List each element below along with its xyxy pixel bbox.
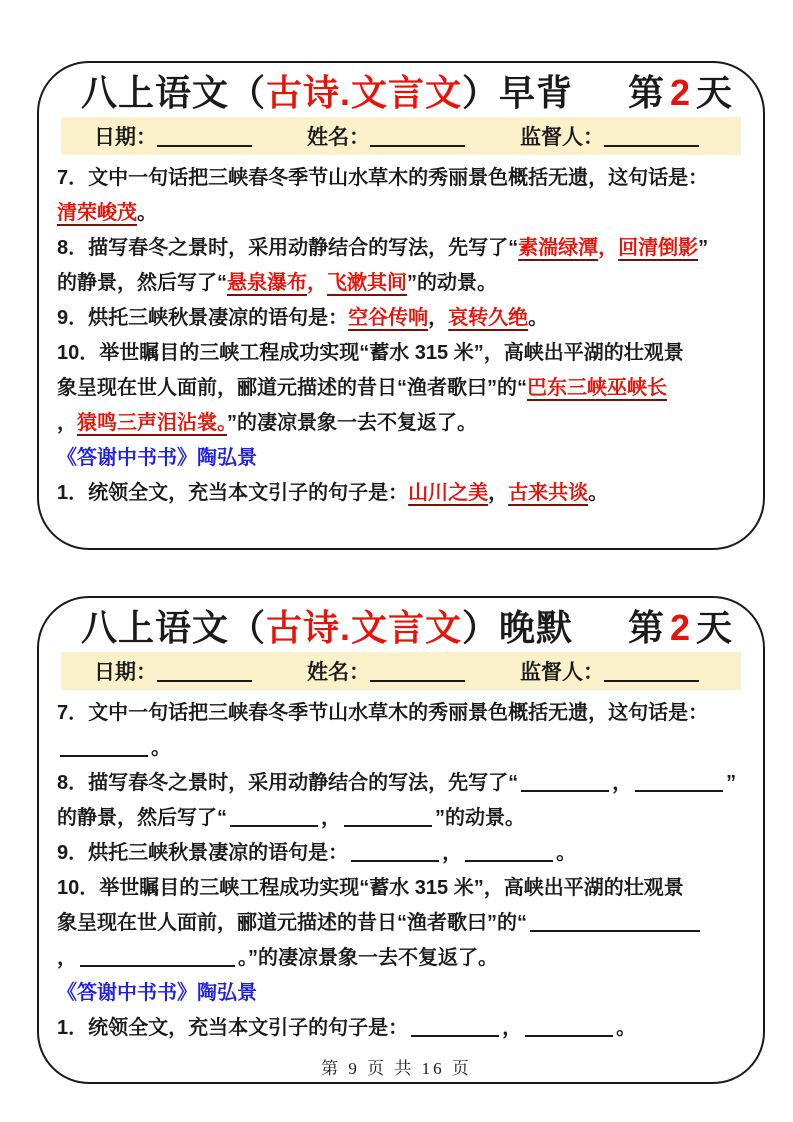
supervisor-label: 监督人： xyxy=(520,661,604,684)
question-text: 。 xyxy=(528,307,549,329)
name-field xyxy=(307,121,465,151)
question-text: ” xyxy=(726,772,737,794)
worksheet-card-morning xyxy=(37,61,765,550)
fill-in-blank xyxy=(521,774,609,792)
answer-text: 哀转久绝 xyxy=(448,307,529,329)
question-text: 8．描写春冬之景时，采用动静结合的写法，先写了“ xyxy=(57,772,519,794)
question-text: ， xyxy=(488,482,509,504)
supervisor-field xyxy=(520,121,699,151)
answer-text: 空谷传响 xyxy=(348,307,429,329)
question-text: 9．烘托三峡秋景凄凉的语句是： xyxy=(57,842,349,864)
day-label xyxy=(623,71,733,115)
text-line xyxy=(57,906,747,941)
date-field xyxy=(94,656,252,686)
question-text: ”的凄凉景象一去不复返了。 xyxy=(227,412,477,434)
question-list xyxy=(39,155,763,511)
card-title-text xyxy=(81,606,573,650)
question-text: ”的动景。 xyxy=(407,272,497,294)
text-line xyxy=(57,871,747,906)
date-field xyxy=(94,121,252,151)
answer-text: 回清倒影 xyxy=(618,237,699,259)
day-label xyxy=(623,606,733,650)
worksheet-card-evening xyxy=(37,596,765,1084)
title-highlight: 古诗.文言文 xyxy=(266,72,463,113)
text-line xyxy=(57,731,747,766)
question-text: 7．文中一句话把三峡春冬季节山水草木的秀丽景色概括无遗，这句话是： xyxy=(57,167,709,189)
question-text: 。”的凄凉景象一去不复返了。 xyxy=(238,947,498,969)
name-blank xyxy=(370,663,465,682)
text-line xyxy=(57,941,747,976)
page-number-footer: 第 9 页 共 16 页 xyxy=(321,1059,472,1078)
reference-title: 《答谢中书书》陶弘景 xyxy=(57,447,257,469)
text-line xyxy=(57,231,747,266)
answer-text: 猿鸣三声泪沾裳。 xyxy=(77,412,227,434)
question-text: ， xyxy=(612,772,633,794)
answer-text: 悬泉瀑布 xyxy=(227,272,307,294)
date-blank xyxy=(157,128,252,147)
fill-in-blank xyxy=(344,809,432,827)
supervisor-blank xyxy=(604,663,699,682)
question-text: 的静景，然后写了“ xyxy=(57,807,227,829)
answer-text: 古来共谈 xyxy=(508,482,589,504)
day-suffix: 天 xyxy=(695,72,733,113)
name-field xyxy=(307,656,465,686)
supervisor-field xyxy=(520,656,699,686)
text-line xyxy=(57,836,747,871)
question-text: ” xyxy=(698,237,709,259)
day-prefix: 第 xyxy=(627,607,665,648)
question-text: 7．文中一句话把三峡春冬季节山水草木的秀丽景色概括无遗，这句话是： xyxy=(57,702,709,724)
date-label: 日期： xyxy=(94,126,157,149)
text-line xyxy=(57,476,747,511)
name-label: 姓名： xyxy=(307,126,370,149)
question-text: ， xyxy=(57,947,77,969)
question-text: 10．举世瞩目的三峡工程成功实现“蓄水 315 米”，高峡出平湖的壮观景 xyxy=(57,342,684,364)
text-line xyxy=(57,801,747,836)
question-text: 象呈现在世人面前，郦道元描述的昔日“渔者歌曰”的“ xyxy=(57,377,527,399)
title-part1: 八上语文（ xyxy=(81,72,267,113)
date-label: 日期： xyxy=(94,661,157,684)
info-bar xyxy=(61,117,741,155)
question-text: ， xyxy=(321,807,341,829)
day-number: 2 xyxy=(669,607,691,648)
text-line xyxy=(57,1011,747,1046)
title-part2: ）晚默 xyxy=(462,607,574,648)
question-text: 1．统领全文，充当本文引子的句子是： xyxy=(57,482,409,504)
info-bar xyxy=(61,652,741,690)
answer-punctuation: ， xyxy=(598,237,619,259)
question-text: 象呈现在世人面前，郦道元描述的昔日“渔者歌曰”的“ xyxy=(57,912,527,934)
question-text: ， xyxy=(57,412,77,434)
fill-in-blank xyxy=(230,809,318,827)
question-text: 8．描写春冬之景时，采用动静结合的写法，先写了“ xyxy=(57,237,519,259)
reference-title: 《答谢中书书》陶弘景 xyxy=(57,982,257,1004)
question-text: 。 xyxy=(556,842,577,864)
question-text: 。 xyxy=(616,1017,637,1039)
question-list xyxy=(39,690,763,1046)
answer-text: 山川之美 xyxy=(408,482,489,504)
card-title-text xyxy=(81,71,573,115)
text-line xyxy=(57,976,747,1011)
day-suffix: 天 xyxy=(695,607,733,648)
card-title xyxy=(39,63,763,115)
title-part2: ）早背 xyxy=(462,72,574,113)
text-line xyxy=(57,766,747,801)
answer-text: 飞漱其间 xyxy=(327,272,407,294)
fill-in-blank xyxy=(411,1019,499,1037)
answer-punctuation: ， xyxy=(307,272,327,294)
text-line xyxy=(57,406,747,441)
day-number: 2 xyxy=(669,72,691,113)
question-text: 。 xyxy=(137,202,157,224)
answer-text: 巴东三峡巫峡长 xyxy=(527,377,667,399)
name-label: 姓名： xyxy=(307,661,370,684)
fill-in-blank xyxy=(525,1019,613,1037)
supervisor-blank xyxy=(604,128,699,147)
fill-in-blank xyxy=(635,774,723,792)
supervisor-label: 监督人： xyxy=(520,126,604,149)
title-highlight: 古诗.文言文 xyxy=(266,607,463,648)
question-text: ， xyxy=(428,307,449,329)
question-text: 。 xyxy=(588,482,609,504)
text-line xyxy=(57,371,747,406)
question-text: ， xyxy=(502,1017,523,1039)
question-text: 的静景，然后写了“ xyxy=(57,272,227,294)
text-line xyxy=(57,301,747,336)
fill-in-blank xyxy=(465,844,553,862)
name-blank xyxy=(370,128,465,147)
date-blank xyxy=(157,663,252,682)
question-text: ， xyxy=(442,842,463,864)
text-line xyxy=(57,161,747,196)
answer-text: 素湍绿潭 xyxy=(518,237,599,259)
fill-in-blank xyxy=(530,914,700,932)
fill-in-blank xyxy=(351,844,439,862)
question-text: ”的动景。 xyxy=(435,807,525,829)
fill-in-blank xyxy=(80,949,235,967)
text-line xyxy=(57,336,747,371)
card-title xyxy=(39,598,763,650)
text-line xyxy=(57,266,747,301)
question-text: 9．烘托三峡秋景凄凉的语句是： xyxy=(57,307,349,329)
title-part1: 八上语文（ xyxy=(81,607,267,648)
text-line xyxy=(57,196,747,231)
question-text: 1．统领全文，充当本文引子的句子是： xyxy=(57,1017,409,1039)
answer-text: 清荣峻茂 xyxy=(57,202,137,224)
day-prefix: 第 xyxy=(627,72,665,113)
question-text: 。 xyxy=(151,737,171,759)
text-line xyxy=(57,441,747,476)
text-line xyxy=(57,696,747,731)
fill-in-blank xyxy=(60,739,148,757)
question-text: 10．举世瞩目的三峡工程成功实现“蓄水 315 米”，高峡出平湖的壮观景 xyxy=(57,877,684,899)
